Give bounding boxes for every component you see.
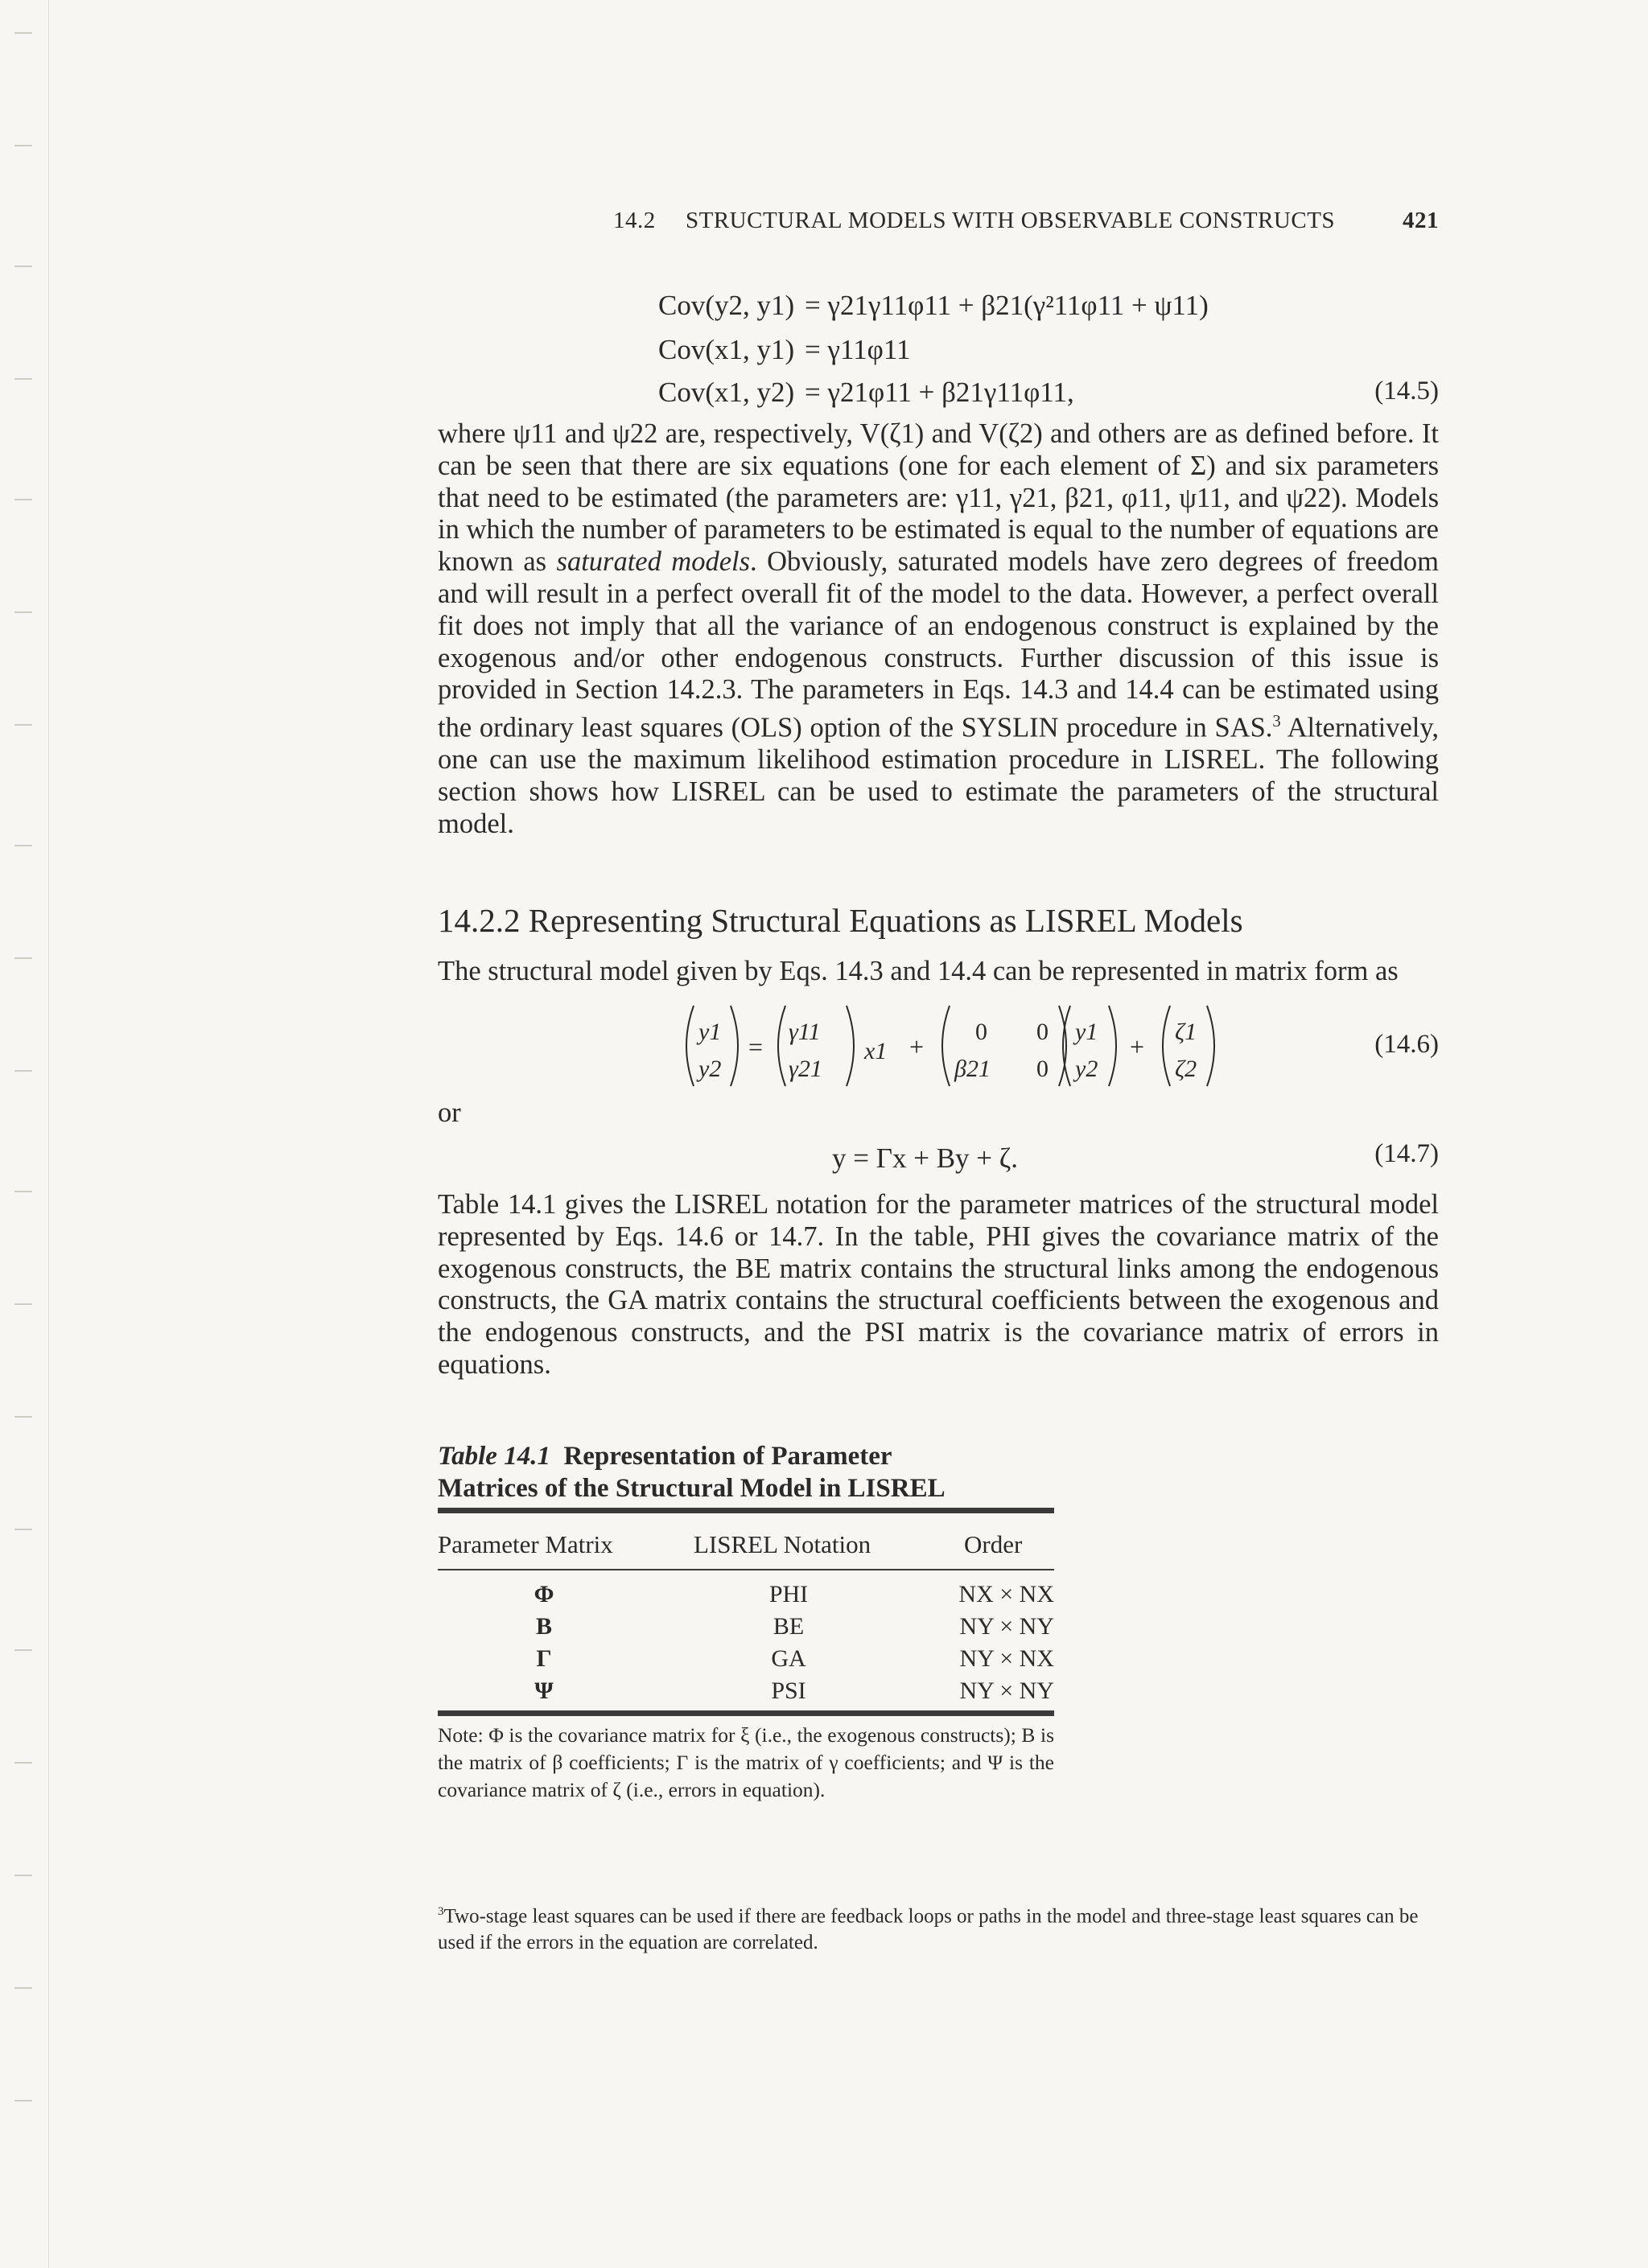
table-cell-b-symbol: B — [535, 1613, 552, 1640]
table-title-line-1: Representation of Parameter — [563, 1442, 892, 1471]
table-caption — [438, 1440, 1065, 1504]
equation-14-5-line3-lhs: Cov(x1, y2) — [658, 377, 795, 408]
table-cell-psi-symbol: Ψ — [534, 1677, 554, 1704]
zeta-vector-row-1: ζ1 — [1175, 1019, 1197, 1045]
table-cell-ga: GA — [771, 1645, 806, 1672]
paragraph-matrix-form-intro: The structural model given by Eqs. 14.3 and 14.4 can be represented in matrix form as — [438, 956, 1399, 986]
page-number: 421 — [1403, 208, 1439, 233]
footnote-text: Two-stage least squares can be used if there are feedback loops or paths in the model and three-stage least squares can be used if the errors in the equation are correlated. — [438, 1905, 1419, 1954]
section-heading: 14.2.2 Representing Structural Equations as LISREL Models — [438, 902, 1243, 939]
table-col-parameter-matrix — [528, 1579, 560, 1707]
table-header-rule — [438, 1569, 1054, 1570]
table-cell-psi: PSI — [771, 1677, 806, 1704]
paragraph-table-description: Table 14.1 gives the LISREL notation for the parameter matrices of the structural model represented by Eqs. 14.6 or 14.7. In the table, PHI gives the covariance matrix of the exogenous constructs, the BE matrix contains the structural links among the endogenous constructs, the GA matrix contains the structural coefficients between the exogenous and the endogenous constructs, and the PSI matrix is the covariance matrix of errors in equations. — [438, 1189, 1439, 1380]
equation-14-5-line2-rhs: = γ11φ11 — [805, 334, 911, 365]
equation-14-5-line1-lhs: Cov(y2, y1) — [658, 290, 795, 321]
paragraph-saturated-models — [438, 418, 1439, 841]
equation-14-5-line1-rhs: = γ21γ11φ11 + β21(γ²11φ11 + ψ11) — [805, 290, 1209, 321]
equation-14-5-line2-lhs: Cov(x1, y1) — [658, 334, 795, 365]
paragraph-1-part-3: Alternatively, one can use the maximum likelihood estimation procedure in LISREL. The following section shows how LISREL can be used to estimate the parameters of the structural model. — [438, 712, 1439, 840]
equation-number-14-7: (14.7) — [1374, 1139, 1439, 1168]
header-section-title: STRUCTURAL MODELS WITH OBSERVABLE CONSTRUCTS — [686, 208, 1336, 233]
matrix-equation-14-6 — [676, 998, 1255, 1094]
footnote-mark: 3 — [438, 1905, 444, 1918]
y-vector-row-1: y1 — [698, 1019, 722, 1045]
beta-matrix-r1c2: 0 — [1036, 1019, 1049, 1045]
table-col-order — [937, 1579, 1054, 1707]
table-header-lisrel-notation: LISREL Notation — [694, 1530, 871, 1558]
table-label: Table 14.1 — [438, 1442, 550, 1471]
equation-14-5-line3-rhs: = γ21φ11 + β21γ11φ11, — [805, 377, 1074, 408]
table-bottom-rule — [438, 1710, 1054, 1716]
y-vector-row-2: y2 — [698, 1056, 722, 1082]
header-section-number: 14.2 — [613, 208, 656, 233]
beta-matrix-r2c1: β21 — [954, 1056, 991, 1082]
y-vector-rhs-row-2: y2 — [1075, 1056, 1098, 1082]
table-top-rule — [438, 1508, 1054, 1513]
table-cell-be: BE — [772, 1613, 805, 1640]
svg-text:+: + — [909, 1032, 925, 1061]
gamma-vector-row-2: γ21 — [789, 1056, 822, 1082]
svg-text:+: + — [1130, 1032, 1145, 1061]
beta-matrix-r2c2: 0 — [1036, 1056, 1049, 1082]
table-cell-phi-symbol: Φ — [534, 1581, 554, 1607]
table-header-parameter-matrix: Parameter Matrix — [438, 1530, 613, 1558]
beta-matrix-r1c1: 0 — [975, 1019, 987, 1045]
table-cell-order-phi: NX × NX — [958, 1581, 1054, 1607]
term-saturated-models: saturated models — [556, 546, 751, 578]
equation-number-14-5: (14.5) — [1374, 377, 1439, 405]
page-edge — [0, 0, 49, 2268]
table-cell-gamma-symbol: Γ — [536, 1645, 552, 1672]
paragraph-1-part-2: . Obviously, saturated models have zero degrees of freedom and will result in a perfect overall fit of the model to the data. However, a perfect overall fit does not imply that all the variance of an endogenous construct is explained by the exogenous and/or other endogenous constructs. Further discussion of this issue is provided in Section 14.2.3. The parameters in Eqs. 14.3 and 14.4 can be estimated using the ordinary least squares (OLS) option of the SYSLIN procedure in SAS. — [438, 546, 1439, 743]
table-header-order: Order — [964, 1530, 1023, 1558]
table-cell-order-ga: NY × NX — [959, 1645, 1054, 1672]
paragraph-1-part-1: where ψ11 and ψ22 are, respectively, V(ζ1) and V(ζ2) and others are as defined before. It can be seen that there are six equations (one for each element of Σ) and six parameters that need to be estimated (the parameters are: γ11, γ21, β21, φ11, ψ11, and ψ22). Models in which the number of parameters to be estimated is equal to the number of equations are known as — [438, 418, 1439, 578]
table-cell-phi: PHI — [768, 1581, 809, 1607]
table-cell-order-be: NY × NY — [959, 1613, 1054, 1640]
table-title-line-2: Matrices of the Structural Model in LISREL — [438, 1474, 946, 1503]
equation-14-7: y = Γx + By + ζ. — [832, 1142, 1019, 1174]
gamma-vector-row-1: γ11 — [789, 1019, 821, 1045]
footnote-reference[interactable]: 3 — [1272, 713, 1281, 731]
table-col-lisrel-notation — [740, 1579, 837, 1707]
footnote — [438, 1899, 1439, 1956]
x-variable: x1 — [864, 1038, 888, 1064]
or-text: or — [438, 1097, 461, 1128]
table-cell-order-psi: NY × NY — [959, 1677, 1054, 1704]
svg-text:=: = — [748, 1032, 764, 1061]
table-note: Note: Φ is the covariance matrix for ξ (i.e., the exogenous constructs); B is the matrix of β coefficients; Γ is the matrix of γ coefficients; and Ψ is the covariance matrix of ζ (i.e., errors in equation). — [438, 1723, 1054, 1801]
equation-number-14-6: (14.6) — [1374, 1030, 1439, 1059]
y-vector-rhs-row-1: y1 — [1075, 1019, 1098, 1045]
zeta-vector-row-2: ζ2 — [1175, 1056, 1197, 1082]
